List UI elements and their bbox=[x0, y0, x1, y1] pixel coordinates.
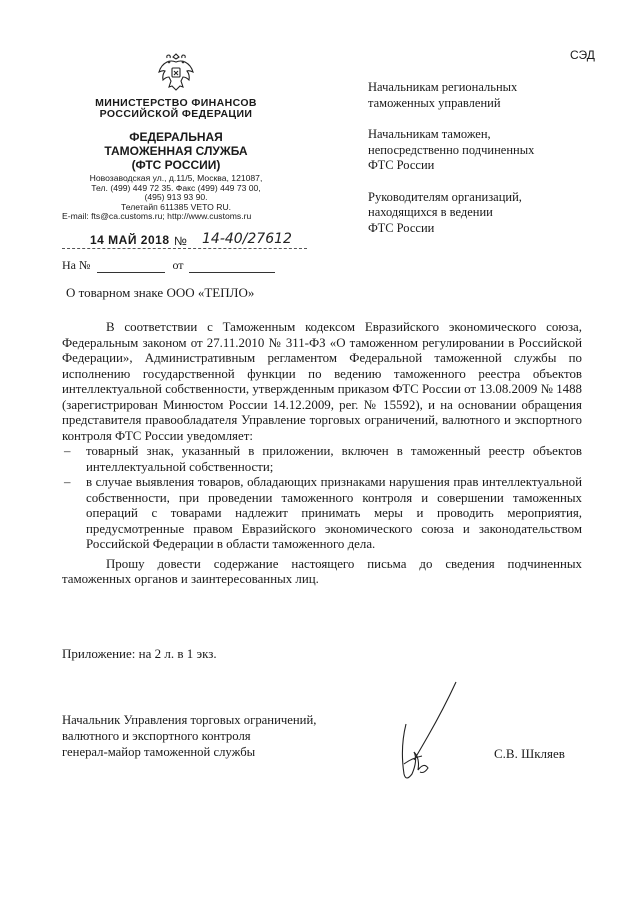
request-paragraph: Прошу довести содержание настоящего письма до сведения подчиненных таможенных органов и заинтересованных лиц. bbox=[62, 556, 582, 586]
reply-date-blank bbox=[189, 261, 275, 273]
service-line: ТАМОЖЕННАЯ СЛУЖБА bbox=[104, 144, 248, 158]
letter-body bbox=[62, 320, 582, 588]
attachment-note: Приложение: на 2 л. в 1 экз. bbox=[62, 646, 217, 661]
bullet-text: товарный знак, указанный в приложении, включен в таможенный реестр объектов интеллектуальной собственности; bbox=[86, 444, 582, 474]
addressee bbox=[368, 190, 598, 237]
bullet-item bbox=[62, 444, 582, 475]
addressee-line: Руководителям организаций, bbox=[368, 189, 522, 204]
registration-rule bbox=[62, 248, 307, 249]
addressee-line: ФТС России bbox=[368, 220, 435, 235]
ministry-name bbox=[80, 98, 272, 120]
contact-line: Телетайп 611385 VETO RU. bbox=[120, 201, 232, 212]
contact-line: (495) 913 93 90. bbox=[144, 192, 208, 203]
ministry-line: РОССИЙСКОЙ ФЕДЕРАЦИИ bbox=[99, 108, 253, 120]
signatory-title-line: валютного и экспортного контроля bbox=[62, 729, 251, 743]
addressee-line: Начальникам таможен, bbox=[368, 127, 491, 141]
registration-date: 14 МАЙ 2018 bbox=[90, 233, 170, 247]
addressee-line: находящихся в ведении bbox=[368, 205, 493, 219]
handwritten-signature-icon bbox=[384, 678, 484, 790]
addressee-line: таможенных управлений bbox=[368, 95, 501, 110]
intro-paragraph: В соответствии с Таможенным кодексом Евразийского экономического союза, Федеральным законом от 27.11.2010 № 311-ФЗ «О таможенном регулировании в Российской Федерации», Административным регламентом Федеральной таможенной службы по исполнению государственной функции по ведению таможенного реестра объектов интеллектуальной собственности, утвержденным приказом ФТС России от 13.08.2009 № 1488 (зарегистрирован Минюстом России 14.12.2009, рег. № 15592), и на основании обращения представителя правообладателя Управление торговых ограничений, валютного и экспортного контроля ФТС России уведомляет: bbox=[62, 320, 582, 443]
coat-of-arms-emblem-icon bbox=[153, 50, 199, 96]
sed-mark: СЭД bbox=[570, 48, 595, 62]
addressee-line: ФТС России bbox=[368, 158, 435, 172]
bullet-item bbox=[62, 475, 582, 553]
bullet-text: в случае выявления товаров, обладающих признаками нарушения прав интеллектуальной собственности, при проведении таможенного контроля и совершении таможенных операций с товарами надлежит принимать меры и проводить мероприятия, предусмотренные правом Евразийского экономического союза и законодательством Российской Федерации в области таможенного дела. bbox=[86, 475, 582, 551]
addressee bbox=[368, 127, 598, 174]
contact-line: Тел. (499) 449 72 35. Факс (499) 449 73 00, bbox=[91, 182, 261, 193]
registration-number: 14-40/27612 bbox=[202, 231, 292, 247]
reply-reference-line bbox=[62, 258, 322, 273]
contact-block bbox=[62, 174, 290, 222]
addressee bbox=[368, 80, 598, 111]
dash-bullet-icon: – bbox=[64, 444, 71, 458]
addressee-line: непосредственно подчиненных bbox=[368, 142, 535, 157]
registration-number-label: № bbox=[174, 234, 187, 248]
signer-name: С.В. Шкляев bbox=[494, 746, 565, 761]
ministry-line: МИНИСТЕРСТВО ФИНАНСОВ bbox=[95, 97, 257, 109]
from-label: от bbox=[172, 258, 184, 272]
signatory-title-line: Начальник Управления торговых ограничений, bbox=[62, 713, 317, 727]
signatory-title bbox=[62, 712, 382, 760]
email-line: E-mail: fts@ca.customs.ru; http://www.customs.ru bbox=[62, 211, 252, 222]
addressee-block bbox=[368, 80, 598, 252]
service-line: (ФТС РОССИИ) bbox=[131, 158, 221, 172]
registration-line bbox=[62, 233, 312, 251]
contact-line: Новозаводская ул., д.11/5, Москва, 121087, bbox=[89, 173, 263, 183]
service-name bbox=[80, 130, 272, 172]
service-line: ФЕДЕРАЛЬНАЯ bbox=[129, 130, 223, 144]
signatory-title-line: генерал-майор таможенной службы bbox=[62, 745, 256, 759]
reply-number-blank bbox=[97, 261, 165, 273]
letter-subject: О товарном знаке ООО «ТЕПЛО» bbox=[66, 285, 255, 300]
dash-bullet-icon: – bbox=[64, 475, 71, 489]
addressee-line: Начальникам региональных bbox=[368, 80, 518, 94]
reply-label: На № bbox=[62, 258, 91, 272]
